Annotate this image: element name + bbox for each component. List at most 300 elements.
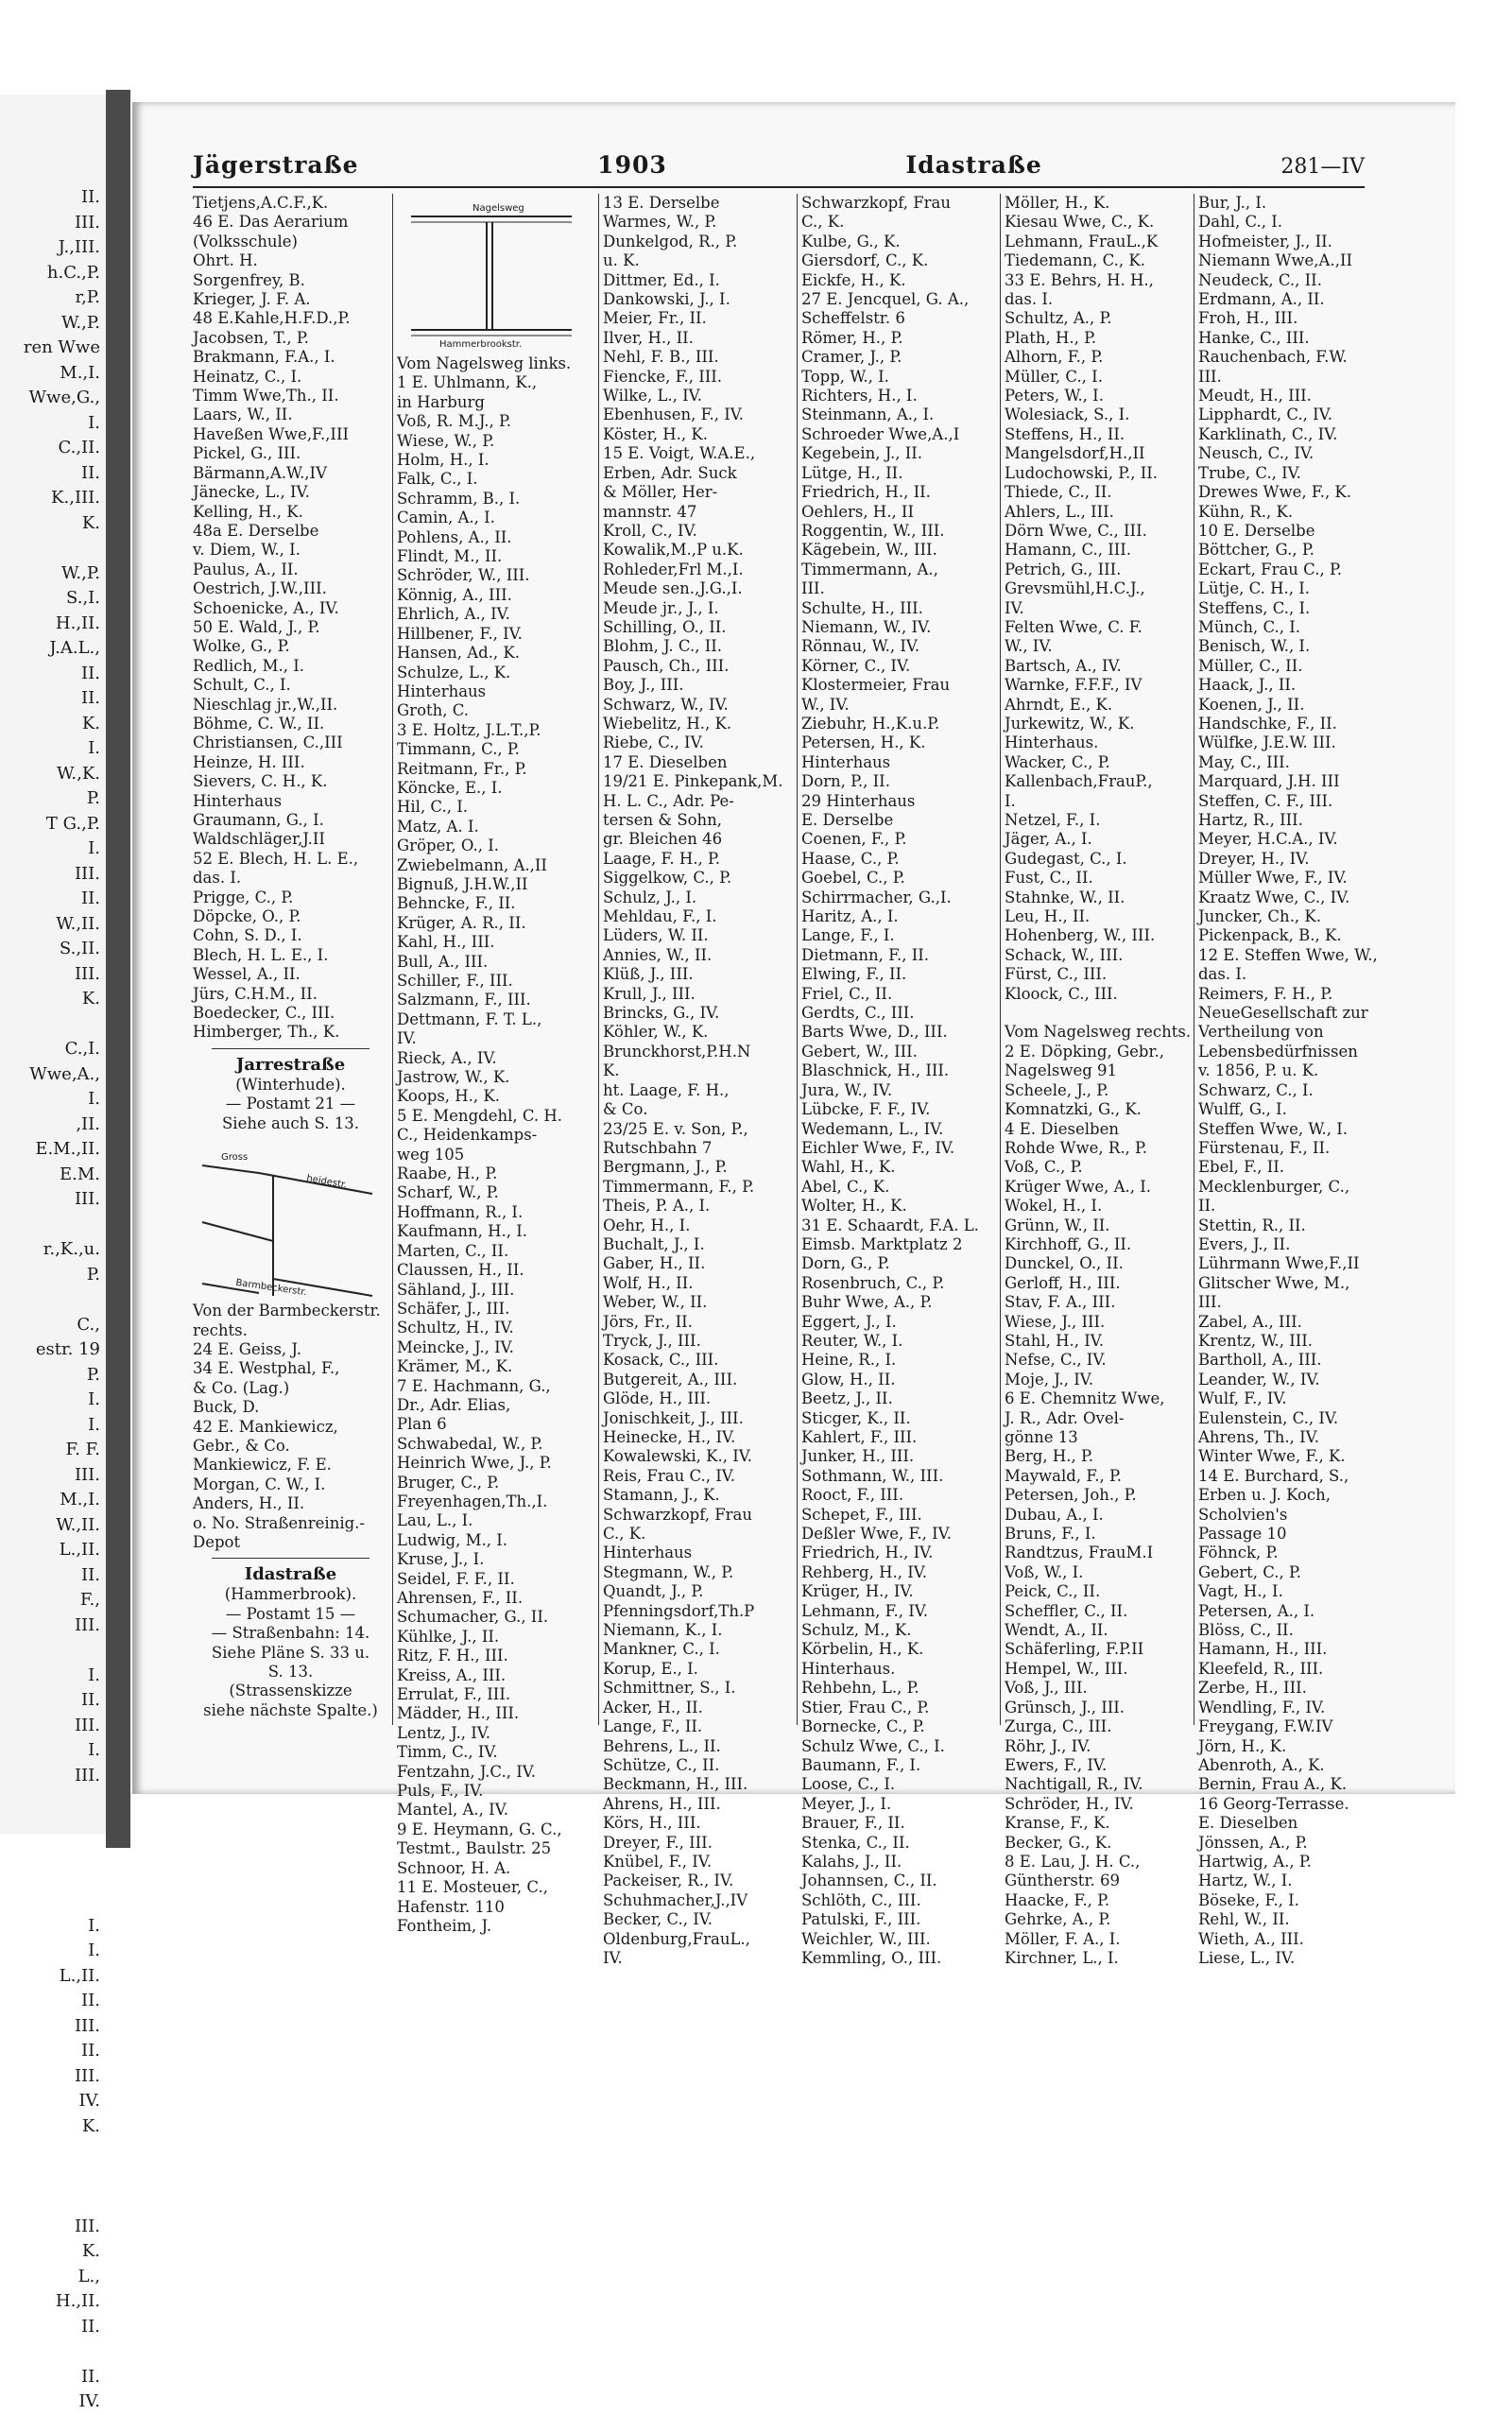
directory-entry: I. [1005, 791, 1016, 810]
directory-entry: Trube, C., IV. [1198, 463, 1301, 482]
directory-entry: Körbelin, H., K. [801, 1640, 924, 1659]
directory-entry: Eckart, Frau C., P. [1198, 560, 1342, 578]
directory-entry: 52 E. Blech, H. L. E., [193, 849, 359, 868]
fragment-line: III. [74, 963, 100, 984]
directory-entry: Brauer, F., II. [801, 1814, 905, 1833]
fragment-line: I. [88, 738, 100, 758]
directory-entry: Weichler, W., III. [801, 1929, 931, 1948]
directory-entry: III. [801, 579, 825, 598]
directory-entry: Morgan, C. W., I. [193, 1475, 326, 1493]
directory-entry: Wendt, A., II. [1005, 1621, 1108, 1640]
directory-entry: Meyer, J., I. [801, 1794, 892, 1813]
directory-entry: Scheffler, C., II. [1005, 1601, 1128, 1620]
directory-entry: Schnoor, H. A. [397, 1858, 511, 1877]
directory-entry: Wolke, G., P. [193, 637, 290, 656]
directory-entry: gönne 13 [1005, 1428, 1078, 1446]
fragment-line: III. [74, 1189, 100, 1209]
directory-entry: Schiller, F., III. [397, 972, 513, 990]
directory-entry: gr. Bleichen 46 [603, 830, 723, 849]
directory-entry: Evers, J., II. [1198, 1234, 1291, 1253]
directory-entry: Gerloff, H., III. [1005, 1273, 1121, 1292]
directory-entry: Fiencke, F., III. [603, 367, 723, 386]
directory-entry: Acker, H., II. [603, 1698, 703, 1716]
directory-entry: Mantel, A., IV. [397, 1801, 508, 1820]
directory-entry: Wolesiack, S., I. [1005, 405, 1130, 424]
section-title-idastrasse: Idastraße [244, 1564, 337, 1585]
directory-entry: Hil, C., I. [397, 798, 468, 817]
directory-entry: Kloock, C., III. [1005, 984, 1118, 1003]
directory-entry: 8 E. Lau, J. H. C., [1005, 1852, 1141, 1871]
directory-entry: Benisch, W., I. [1198, 637, 1311, 656]
directory-entry: Pickel, G., III. [193, 444, 301, 463]
directory-entry: Dreyer, H., IV. [1198, 849, 1310, 868]
directory-entry: 9 E. Heymann, G. C., [397, 1820, 562, 1838]
directory-entry: Ebel, F., II. [1198, 1158, 1285, 1177]
directory-entry: Patulski, F., III. [801, 1910, 921, 1929]
directory-entry: Ludwig, M., I. [397, 1530, 507, 1549]
directory-entry: Wessel, A., II. [193, 965, 301, 984]
header-year: 1903 [597, 151, 667, 179]
directory-entry: Fürstenau, F., II. [1198, 1138, 1331, 1157]
directory-entry: III. [1198, 367, 1222, 386]
directory-entry: Lau, L., I. [397, 1511, 473, 1530]
directory-entry: Schäfer, J., III. [397, 1299, 510, 1318]
directory-entry: Drewes Wwe, F., K. [1198, 483, 1352, 502]
directory-entry: Schilling, O., II. [603, 617, 727, 636]
directory-entry: Sorgenfrey, B. [193, 270, 305, 289]
directory-entry: Stahnke, W., II. [1005, 888, 1125, 906]
directory-entry: Boedecker, C., III. [193, 1004, 335, 1023]
fragment-line [24, 1889, 100, 1914]
directory-entry: Schulze, L., K. [397, 663, 511, 681]
directory-entry: Meincke, J., IV. [397, 1337, 514, 1356]
directory-entry: Nachtigall, R., IV. [1005, 1775, 1143, 1794]
directory-entry: Johannsen, C., II. [801, 1872, 937, 1890]
directory-entry: Schäferling, F.P.II [1005, 1640, 1144, 1659]
directory-entry: Seidel, F. F., II. [397, 1569, 515, 1588]
directory-entry: Puls, F., IV. [397, 1782, 484, 1801]
directory-entry: Schult, C., I. [193, 676, 291, 695]
directory-entry: Graumann, G., I. [193, 811, 324, 829]
fragment-line: r,P. [75, 287, 100, 307]
directory-entry: Gebert, W., III. [801, 1042, 918, 1061]
fragment-line: I. [88, 1389, 100, 1409]
fragment-line [24, 2165, 100, 2190]
directory-entry: Glow, H., II. [801, 1370, 896, 1389]
directory-entry: Nefse, C., IV. [1005, 1351, 1107, 1370]
directory-entry: Riebe, C., IV. [603, 733, 704, 752]
directory-entry: Ahrens, H., III. [603, 1794, 721, 1813]
directory-entry: Hartwig, A., P. [1198, 1852, 1312, 1871]
directory-entry: Hinterhaus [193, 791, 283, 810]
directory-entry: Ahrensen, F., II. [397, 1589, 524, 1607]
directory-entry: Wedemann, L., IV. [801, 1119, 944, 1138]
directory-entry: C., Heidenkamps- [397, 1126, 538, 1145]
directory-entry: Lütje, C. H., I. [1198, 579, 1310, 598]
directory-entry: Buchalt, J., I. [603, 1234, 705, 1253]
directory-entry: Kallenbach,FrauP., [1005, 772, 1153, 791]
directory-entry: Randtzus, FrauM.I [1005, 1544, 1154, 1562]
directory-entry: 15 E. Voigt, W.A.E., [603, 444, 756, 463]
directory-entry: (Strassenskizze [229, 1682, 352, 1700]
directory-entry: 34 E. Westphal, F., [193, 1359, 340, 1378]
fragment-line: P. [86, 1264, 100, 1285]
directory-entry: Brakmann, F.A., I. [193, 348, 335, 367]
directory-entry: Petersen, Joh., P. [1005, 1486, 1137, 1505]
directory-entry: Rooct, F., III. [801, 1486, 904, 1505]
fragment-line: W.,P. [61, 562, 100, 583]
directory-entry: Kegebein, J., II. [801, 444, 923, 463]
directory-entry: Kiesau Wwe, C., K. [1005, 213, 1155, 232]
directory-entry: Himberger, Th., K. [193, 1023, 340, 1042]
directory-entry: Kelling, H., K. [193, 502, 303, 521]
page-header [193, 151, 1365, 185]
directory-entry: das. I. [1005, 290, 1054, 309]
directory-entry: Schlöth, C., III. [801, 1890, 921, 1909]
directory-entry: Bärmann,A.W.,IV [193, 463, 327, 482]
fragment-line: P. [86, 788, 100, 808]
directory-entry: Leander, W., IV. [1198, 1370, 1320, 1389]
directory-entry: Krüger, H., IV. [801, 1582, 914, 1601]
directory-entry: Kahlert, F., III. [801, 1428, 918, 1446]
directory-entry: Müller Wwe, F., IV. [1198, 869, 1348, 888]
idastrasse-street-sketch [397, 198, 594, 349]
directory-entry: W., IV. [1005, 637, 1053, 656]
fragment-line: K. [81, 512, 100, 533]
directory-entry: Krüger Wwe, A., I. [1005, 1177, 1152, 1196]
fragment-line: I. [88, 1089, 100, 1109]
directory-entry: Dunkelgod, R., P. [603, 232, 738, 250]
directory-entry: Nieschlag jr.,W.,II. [193, 695, 338, 714]
directory-entry: Dr., Adr. Elias, [397, 1395, 511, 1414]
directory-entry: Timmermann, A., [801, 560, 938, 578]
directory-entry: Gaber, H., II. [603, 1254, 706, 1273]
directory-entry: 1 E. Uhlmann, K., [397, 373, 538, 392]
directory-entry: Wendling, F., IV. [1198, 1698, 1326, 1716]
directory-entry: Oldenburg,FrauL., [603, 1929, 750, 1948]
directory-entry: Blöss, C., II. [1198, 1621, 1294, 1640]
directory-entry: Hamann, C., III. [1005, 541, 1132, 560]
directory-entry: Richters, H., I. [801, 387, 918, 405]
directory-entry: Müller, C., II. [1198, 656, 1303, 675]
directory-entry: Freygang, F.W.IV [1198, 1717, 1333, 1736]
fragment-line [24, 1788, 100, 1814]
directory-entry: 24 E. Geiss, J. [193, 1339, 302, 1358]
directory-entry: 46 E. Das Aerarium [193, 213, 349, 232]
column-5 [1000, 194, 1194, 1967]
directory-entry: Friedrich, H., II. [801, 483, 931, 502]
directory-entry: Bruns, F., I. [1005, 1525, 1096, 1544]
directory-entry: Scheele, J., P. [1005, 1080, 1109, 1099]
directory-entry: Mehldau, F., I. [603, 907, 717, 926]
directory-entry: Abel, C., K. [801, 1177, 890, 1196]
directory-entry: Wiebelitz, H., K. [603, 714, 732, 733]
directory-entry: Jacobsen, T., P. [193, 328, 309, 347]
directory-entry: Kahl, H., III. [397, 933, 495, 952]
directory-entry: Zerbe, H., III. [1198, 1679, 1307, 1698]
directory-entry: 17 E. Dieselben [603, 752, 728, 771]
directory-entry: Glöde, H., III. [603, 1389, 712, 1408]
directory-entry: Grünn, W., II. [1005, 1216, 1110, 1234]
previous-page-fragment [0, 95, 106, 2411]
directory-entry: Grevsmühl,H.C.J., [1005, 579, 1145, 598]
directory-entry: Köster, H., K. [603, 424, 708, 443]
directory-entry: Zurga, C., III. [1005, 1717, 1112, 1736]
directory-entry: Kalahs, J., II. [801, 1852, 902, 1871]
directory-entry: Hoffmann, R., I. [397, 1202, 524, 1221]
column-3-list [603, 194, 793, 1968]
directory-entry: Pickenpack, B., K. [1198, 926, 1342, 945]
fragment-line: K. [81, 2115, 100, 2136]
directory-entry: Dunckel, O., II. [1005, 1254, 1124, 1273]
directory-entry: Schwabedal, W., P. [397, 1434, 543, 1453]
directory-entry: Lange, F., II. [603, 1717, 703, 1736]
directory-entry: v. Diem, W., I. [193, 541, 301, 560]
directory-entry: 12 E. Steffen Wwe, W., [1198, 945, 1378, 964]
directory-entry: Hinterhaus [603, 1544, 693, 1562]
directory-entry: Petersen, H., K. [801, 733, 926, 752]
directory-entry: Fentzahn, J.C., IV. [397, 1762, 536, 1781]
directory-entry: Kulbe, G., K. [801, 232, 901, 250]
directory-entry: C., K. [801, 213, 845, 232]
directory-entry: Lübcke, F. F., IV. [801, 1100, 931, 1119]
fragment-line: II. [81, 462, 100, 483]
fragment-line: C.,I. [64, 1039, 100, 1059]
fragment-line [24, 2139, 100, 2165]
directory-entry: Wiese, J., III. [1005, 1312, 1106, 1331]
directory-entry: Goebel, C., P. [801, 869, 905, 888]
directory-entry: III. [1198, 1293, 1222, 1312]
fragment-line: III. [74, 1765, 100, 1785]
directory-entry: Freyenhagen,Th.,I. [397, 1492, 548, 1510]
directory-entry: Errulat, F., III. [397, 1685, 511, 1704]
directory-entry: 42 E. Mankiewicz, [193, 1417, 338, 1436]
directory-entry: Kägebein, W., III. [801, 541, 937, 560]
directory-entry: Testmt., Baulstr. 25 [397, 1839, 552, 1858]
directory-entry: Voß, J., III. [1005, 1679, 1088, 1698]
directory-entry: Friel, C., II. [801, 984, 893, 1003]
directory-entry: Jönssen, A., P. [1198, 1833, 1308, 1852]
fragment-line: II. [81, 1690, 100, 1710]
fragment-line [24, 1012, 100, 1038]
directory-entry: Vom Nagelsweg links. [397, 354, 572, 372]
directory-entry: Giersdorf, C., K. [801, 251, 929, 270]
directory-entry: Tiedemann, C., K. [1005, 251, 1145, 270]
directory-entry: 14 E. Burchard, S., [1198, 1466, 1349, 1485]
directory-entry: Lentz, J., IV. [397, 1723, 491, 1742]
directory-entry: Bull, A., III. [397, 952, 489, 971]
directory-entry: Siggelkow, C., P. [603, 869, 732, 888]
fragment-line: IV. [78, 2091, 100, 2111]
directory-entry: v. 1856, P. u. K. [1198, 1061, 1319, 1080]
fragment-line: II. [81, 2366, 100, 2387]
directory-entry: Sievers, C. H., K. [193, 772, 328, 791]
directory-entry: 13 E. Derselbe [603, 194, 720, 212]
directory-entry: Röhr, J., IV. [1005, 1736, 1091, 1755]
fragment-line: III. [74, 863, 100, 884]
directory-entry: Schütze, C., II. [603, 1755, 720, 1774]
directory-entry: Hanke, C., III. [1198, 328, 1310, 347]
directory-entry: Böseke, F., I. [1198, 1890, 1299, 1909]
column-3 [598, 194, 797, 1967]
directory-entry: Mankiewicz, F. E. [193, 1456, 332, 1475]
previous-page-text [24, 185, 100, 2415]
fragment-line: K. [81, 713, 100, 733]
directory-entry: Erdmann, A., II. [1198, 290, 1325, 309]
directory-entry: rechts. [193, 1320, 248, 1339]
directory-entry: Wilke, L., IV. [603, 387, 702, 405]
fragment-line [24, 1838, 100, 1864]
fragment-line: E.M.,II. [35, 1139, 100, 1159]
fragment-line [24, 1213, 100, 1238]
directory-entry: Gröper, O., I. [397, 837, 499, 855]
fragment-line: II. [81, 663, 100, 683]
directory-entry: Hinterhaus. [801, 1659, 896, 1678]
directory-entry: Kroll, C., IV. [603, 521, 697, 540]
directory-entry: Stahl, H., IV. [1005, 1331, 1105, 1350]
directory-entry: Koenen, J., II. [1198, 695, 1305, 714]
directory-entry: Meudt, H., III. [1198, 387, 1312, 405]
directory-entry: Brunckhorst,P.H.N [603, 1042, 751, 1061]
fragment-line: M.,I. [60, 1490, 100, 1509]
directory-entry: Vagt, H., I. [1198, 1582, 1283, 1601]
directory-entry: Abenroth, A., K. [1198, 1755, 1325, 1774]
fragment-line: III. [74, 2065, 100, 2086]
directory-entry: — Straßenbahn: 14. [211, 1624, 370, 1643]
directory-entry: Korup, E., I. [603, 1659, 698, 1678]
directory-entry: Annies, W., II. [603, 945, 713, 964]
directory-entry: Kowalik,M.,P u.K. [603, 541, 744, 560]
directory-entry: Kreiss, A., III. [397, 1665, 507, 1684]
directory-entry: 31 E. Schaardt, F.A. L. [801, 1216, 979, 1234]
directory-entry: Passage 10 [1198, 1525, 1287, 1544]
fragment-line [24, 1638, 100, 1664]
directory-entry: Vom Nagelsweg rechts. [1005, 1023, 1192, 1042]
directory-entry: Heinze, H. III. [193, 752, 305, 771]
directory-entry: 27 E. Jencquel, G. A., [801, 290, 970, 309]
directory-entry: Peters, W., I. [1005, 387, 1104, 405]
fragment-line: Wwe,A., [29, 1063, 100, 1084]
directory-entry: Paulus, A., II. [193, 560, 299, 578]
directory-entry: Dietmann, F., II. [801, 945, 930, 964]
directory-entry: Kirchner, L., I. [1005, 1948, 1119, 1967]
directory-entry: Marten, C., II. [397, 1241, 509, 1260]
fragment-line: J.A.L., [49, 638, 100, 658]
directory-entry: Berg, H., P. [1005, 1447, 1093, 1466]
header-page-number: 281—IV [1280, 155, 1365, 179]
directory-entry: C., K. [603, 1525, 646, 1544]
fragment-line [24, 2189, 100, 2215]
directory-entry: Schulz, M., K. [801, 1621, 912, 1640]
directory-entry: Jörs, Fr., II. [603, 1312, 693, 1331]
fragment-line: III. [74, 1464, 100, 1485]
idastrasse-sketch-svg [397, 198, 586, 349]
directory-entry: Möller, H., K. [1005, 194, 1110, 212]
fragment-line [24, 536, 100, 561]
directory-entry: Anders, H., II. [193, 1494, 305, 1513]
directory-entry: Neudeck, C., II. [1198, 270, 1322, 289]
directory-entry: Schumacher, G., II. [397, 1608, 549, 1627]
column-2 [392, 194, 598, 1935]
column-6-list [1198, 194, 1378, 1968]
directory-entry: Maywald, F., P. [1005, 1466, 1122, 1485]
map-label-heidestr: heidestr. [305, 1173, 349, 1191]
directory-entry: Rönnau, W., IV. [801, 637, 920, 656]
column-6 [1194, 194, 1378, 1967]
directory-entry: mannstr. 47 [603, 502, 697, 521]
directory-entry: Schwarz, C., I. [1198, 1080, 1314, 1099]
directory-entry: Föhnck, P. [1198, 1544, 1279, 1562]
map-label-gross: Gross [221, 1152, 249, 1164]
directory-entry: Leu, H., II. [1005, 907, 1091, 926]
fragment-line: II. [81, 187, 100, 207]
jarrestrasse-list [193, 1302, 388, 1552]
directory-entry: Münch, C., I. [1198, 617, 1301, 636]
directory-entry: Ahlers, L., III. [1005, 502, 1114, 521]
directory-entry: Lehmann, FrauL.,K [1005, 232, 1159, 250]
directory-entry: Mecklenburger, C., [1198, 1177, 1350, 1196]
fragment-line: W.,K. [57, 763, 100, 784]
directory-entry: Kühn, R., K. [1198, 502, 1294, 521]
directory-entry: Blech, H. L. E., I. [193, 945, 329, 964]
directory-entry: Froh, H., III. [1198, 309, 1298, 328]
fragment-line: H.,II. [55, 2291, 100, 2311]
fragment-line: I. [88, 1740, 100, 1760]
fragment-line: III. [74, 2015, 100, 2036]
fragment-line: Wwe,G., [28, 388, 100, 407]
directory-entry: Schröder, W., III. [397, 566, 530, 585]
directory-entry: Warmes, W., P. [603, 213, 717, 232]
directory-entry: Koops, H., K. [397, 1087, 500, 1106]
fragment-line: I. [88, 1414, 100, 1435]
directory-entry: Krentz, W., III. [1198, 1331, 1314, 1350]
directory-entry: Rohleder,Frl M.,I. [603, 560, 744, 578]
directory-entry: Friedrich, H., IV. [801, 1544, 934, 1562]
directory-entry: o. No. Straßenreinig.- [193, 1513, 365, 1532]
directory-entry: Dreyer, F., III. [603, 1833, 713, 1852]
directory-entry: Hamann, H., III. [1198, 1640, 1328, 1659]
directory-entry: Reimers, F. H., P. [1198, 984, 1333, 1003]
directory-entry: Coenen, F., P. [801, 830, 907, 849]
directory-entry: Erben u. J. Koch, [1198, 1486, 1332, 1505]
directory-entry: Beetz, J., II. [801, 1389, 893, 1408]
directory-entry: Wülfke, J.E.W. III. [1198, 733, 1336, 752]
directory-entry: Zabel, A., III. [1198, 1312, 1302, 1331]
map-label-hammerbrookstr: Hammerbrookstr. [439, 339, 523, 350]
directory-entry: Timmermann, F., P. [603, 1177, 755, 1196]
directory-entry: Karklinath, C., IV. [1198, 424, 1338, 443]
directory-entry: Steffens, H., II. [1005, 424, 1125, 443]
column-1 [189, 194, 392, 1725]
directory-entry: Kleefeld, R., III. [1198, 1659, 1324, 1678]
directory-entry: K. [603, 1061, 620, 1080]
directory-entry: Krüger, A. R., II. [397, 913, 526, 932]
directory-entry: Bartsch, A., IV. [1005, 656, 1122, 675]
directory-entry: Gehrke, A., P. [1005, 1910, 1111, 1929]
directory-entry: Mangelsdorf,H.,II [1005, 444, 1145, 463]
fragment-line: K. [81, 989, 100, 1009]
directory-entry: Hohenberg, W., III. [1005, 926, 1156, 945]
directory-entry: in Harburg [397, 392, 485, 411]
directory-entry: Pfenningsdorf,Th.P [603, 1601, 755, 1620]
directory-entry: Becker, C., IV. [603, 1910, 713, 1929]
directory-entry: Voß, R. M.J., P. [397, 412, 511, 431]
directory-entry: Ebenhusen, F., IV. [603, 405, 745, 424]
fragment-line: W.,II. [56, 1514, 100, 1535]
directory-entry: Scheffelstr. 6 [801, 309, 905, 328]
directory-entry: Dorn, G., P. [801, 1254, 890, 1273]
column-4-list [801, 194, 996, 1968]
